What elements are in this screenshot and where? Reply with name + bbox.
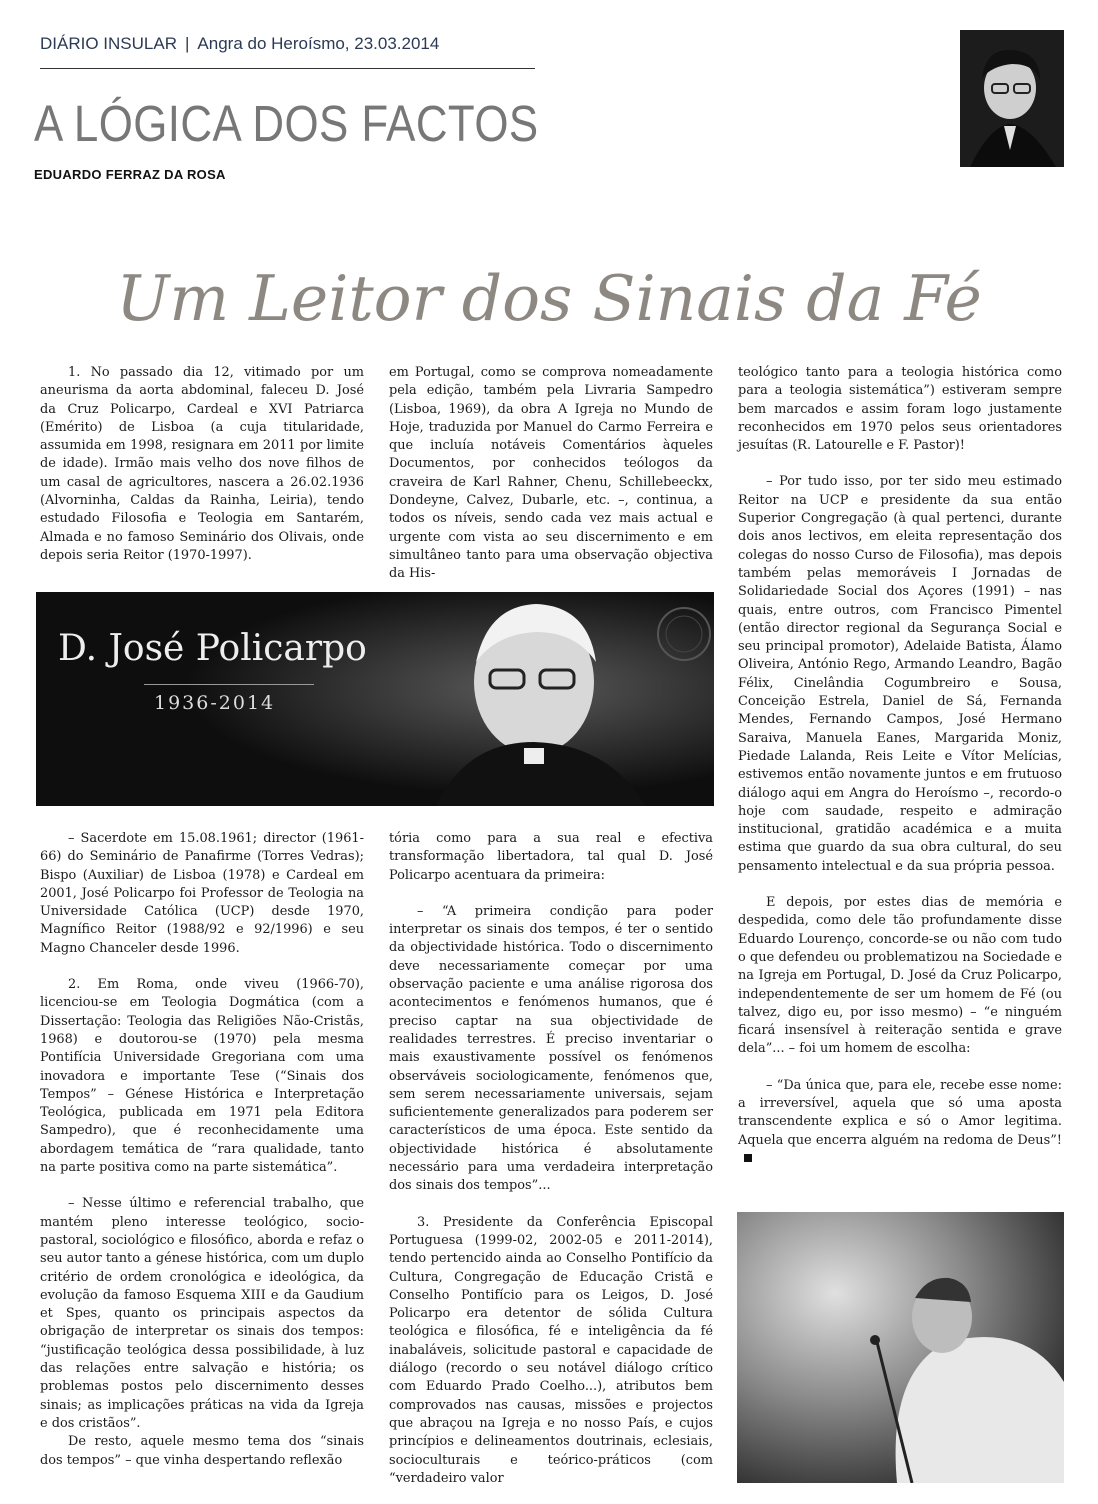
column-2-bottom <box>389 830 713 1488</box>
paragraph: tória como para a sua real e efectiva transformação libertadora, tal qual D. José Policarpo acentuara da primeira: <box>389 831 713 883</box>
paragraph: – “A primeira condição para poder interpretar os sinais dos tempos, é ter o sentido da objectividade histórica. Todo o discernimento deve necessariamente começar por uma observação paciente e uma análise rigorosa dos acontecimentos e fenómenos humanos, que é preciso captar na sua objectividade de realidades terrestres. É preciso inventariar o mais exaustivamente possível os fenómenos observáveis sociologicamente, fenómenos que, sem serem necessariamente universais, sejam suficientemente generalizados para poderem ser característicos de uma época. Este sentido da objectividade histórica é absolutamente necessário para uma verdadeira interpretação dos sinais dos tempos”... <box>389 903 713 1194</box>
paragraph: E depois, por estes dias de memória e despedida, como dele tão profundamente disse Eduardo Lourenço, concorde-se ou não com tudo o que defendeu ou problematizou na Sociedade e na Igreja em Portugal, D. José da Cruz Policarpo, independentemente de ser um homem de Fé (ou talvez, digo eu, por isso mesmo) – “e ninguém ficará insensível à reiteração sentida e grave dela”... – foi um homem de escolha: <box>738 895 1062 1057</box>
paragraph: De resto, aquele mesmo tema dos “sinais dos tempos” – que vinha despertando reflexão <box>40 1434 364 1468</box>
paragraph: – Por tudo isso, por ter sido meu estimado Reitor na UCP e presidente da sua então Superior Congregação (à qual pertenci, durante dois anos lectivos, em eleita representação dos colegas do nosso Curso de Filosofia), mas depois também pelas memoráveis I Jornadas de Solidariedade Social dos Açores (1991) – nas quais, entre outros, com Francisco Pimentel (então director regional da Segurança Social e seu principal promotor), Adelaide Batista, Álamo Oliveira, António Rego, Armando Leandro, Bagão Félix, Cinelândia Cogumbreiro e Sousa, Conceição Estrela, Daniel de Sá, Fernanda Mendes, Fernando Campos, José Hermano Saraiva, Manuela Eanes, Margarida Moniz, Piedade Lalanda, Reis Leite e Vítor Melícias, estivemos então novamente juntos e em frutuoso diálogo aqui em Angra do Heroísmo –, recordo-o hoje com saudade, respeito e admiração institucional, gratidão académica e a muita estima que guardo da sua obra cultural, do seu pensamento intelectual e da sua própria pessoa. <box>738 474 1062 874</box>
paragraph: em Portugal, como se comprova nomeadamente pela edição, também pela Livraria Sampedro (Lisboa, 1969), da obra A Igreja no Mundo de Hoje, traduzida por Manuel do Carmo Ferreira e que incluía notáveis Comentários àqueles Documentos, por conhecidos teólogos da craveira de Karl Rahner, Chenu, Schillebeeckx, Dondeyne, Calvez, Dubarle, etc. –, continua, a todos os níveis, sendo cada vez mais actual e urgente com vista ao seu discernimento e em simultâneo tanto para uma observação objectiva da His- <box>389 365 713 582</box>
paragraph: teológico tanto para a teologia histórica como para a teologia sistemática”) estiveram sempre bem marcados e assim foram logo justamente reconhecidos em 1970 pelos seus orientadores jesuítas (R. Latourelle e F. Pastor)! <box>738 365 1062 454</box>
paragraph: 1. No passado dia 12, vitimado por um aneurisma da aorta abdominal, faleceu D. José da Cruz Policarpo, Cardeal e XVI Patriarca (Emérito) de Lisboa (a cuja titularidade, assumida em 1998, resignara em 2011 por limite de idade). Irmão mais velho dos nove filhos de um casal de agricultores, nascera a 26.02.1936 (Alvorninha, Caldas da Rainha, Leiria), tendo estudado Filosofia e Teologia em Santarém, Almada e no famoso Seminário dos Olivais, onde depois seria Reitor (1970-1997). <box>40 365 364 563</box>
cardinal-photo <box>737 1212 1064 1483</box>
banner-years: 1936-2014 <box>154 692 276 714</box>
column-1-top <box>40 364 364 565</box>
column-rubric: A LÓGICA DOS FACTOS <box>34 95 539 152</box>
dateline: Angra do Heroísmo, 23.03.2014 <box>197 34 440 53</box>
end-of-article-mark <box>744 1154 752 1162</box>
masthead-separator: | <box>184 34 190 53</box>
banner-photo <box>36 592 714 806</box>
banner-rule <box>144 684 314 685</box>
paragraph: – Sacerdote em 15.08.1961; director (1961-66) do Seminário de Panafirme (Torres Vedras); Bispo (Auxiliar) de Lisboa (1978) e Cardeal em 2001, José Policarpo foi Professor de Teologia na Universidade Católica (UCP) desde 1970, Magnífico Reitor (1988/92 e 92/1996) e seu Magno Chanceler desde 1996. <box>40 831 364 956</box>
paragraph: – Nesse último e referencial trabalho, que mantém pleno interesse teológico, socio-pastoral, sociológico e filosófico, aborda e refaz o seu autor tanto a génese histórica, com um duplo critério de ordem cronológica e ideológica, da evolução da famoso Esquema XIII e da Gaudium et Spes, quanto os principais aspectos da obrigação de interpretar os sinais dos tempos: “justificação teológica dessa possibilidade, à luz das relações entre salvação e história; os problemas postos pelo discernimento desses sinais; as implicações práticas na vida da Igreja e dos cristãos”. <box>40 1196 364 1431</box>
headline: Um Leitor dos Sinais da Fé <box>116 262 982 335</box>
paragraph: 3. Presidente da Conferência Episcopal Portuguesa (1999-02, 2002-05 e 2011-2014), tendo pertencido ainda ao Conselho Pontifício da Cultura, Congregação de Educação Cristã e Conselho Pontifício para os Leigos, D. José Policarpo era detentor de sólida Cultura teológica e filosófica, fé e inteligência da fé inabaláveis, solicitude pastoral e capacidade de diálogo (recordo o seu notável diálogo crítico com Eduardo Prado Coelho...), atributos bem comprovados nas causas, missões e projectos que abraçou na Igreja e no nosso País, e cujos princípios e delineamentos doutrinais, eclesiais, socioculturais e teórico-práticos (com “verdadeiro valor <box>389 1214 713 1486</box>
cardinal-photo-illustration <box>737 1212 1064 1483</box>
author-portrait <box>960 30 1064 167</box>
author-name: EDUARDO FERRAZ DA ROSA <box>34 167 226 182</box>
portrait-illustration <box>960 30 1064 167</box>
column-3 <box>738 364 1062 1168</box>
masthead <box>40 34 439 54</box>
column-2-top <box>389 364 713 584</box>
masthead-rule <box>40 68 535 69</box>
closing-quote: – “Da única que, para ele, recebe esse nome: a irreversível, aquela que só uma aposta transcendente explica e só o Amor legitima. Aquela que encerra alguém na redoma de Deus”! <box>738 1077 1062 1148</box>
paragraph: 2. Em Roma, onde viveu (1966-70), licenciou-se em Teologia Dogmática (com a Dissertação: Teologia das Religiões Não-Cristãs, 1968) e doutorou-se (1970) pela mesma Pontifícia Universidade Gregoriana com uma inovadora e importante Tese (“Sinais dos Tempos” – Génese Histórica e Interpretação Teológica, publicada em 1971 pela Editora Sampedro), que é reconhecidamente uma abordagem temática de “rara qualidade, tanto na parte positiva como na parte sistemática”. <box>40 977 364 1176</box>
memorial-banner <box>36 592 714 806</box>
newspaper-name: DIÁRIO INSULAR <box>40 34 177 53</box>
paragraph <box>738 1077 1062 1168</box>
column-1-bottom <box>40 830 364 1470</box>
banner-name: D. José Policarpo <box>58 628 367 669</box>
